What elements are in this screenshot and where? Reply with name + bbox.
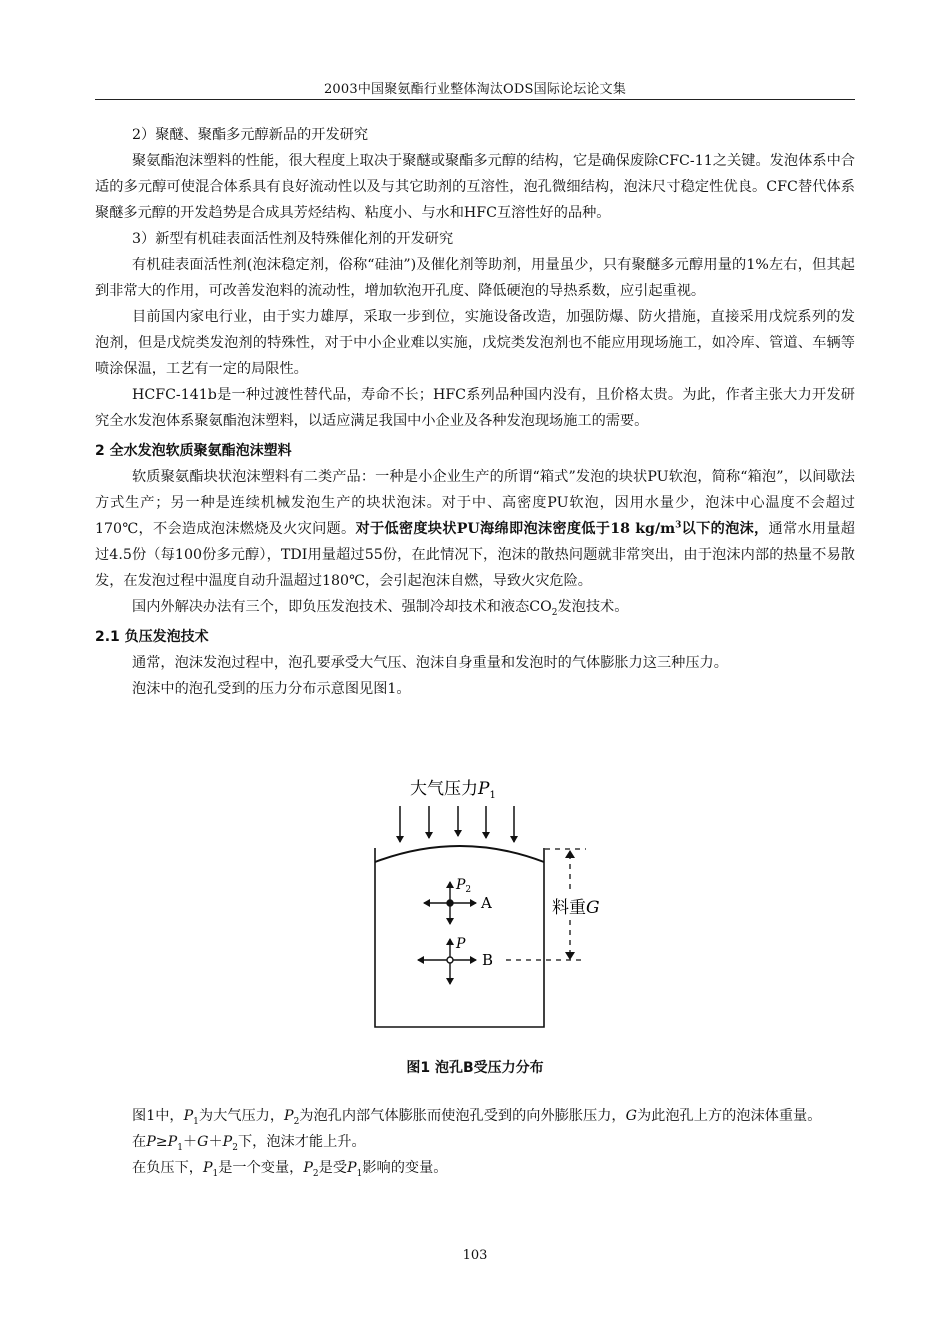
heat-text: 通常水用量超过4.5份（每100份多元醇），TDI用量超过55份，在此情况下，泡沫的散热问题就非常突出，由于泡沫内部的热量不易散发，在发泡过程中温度自动升温超过180℃，会引起泡沫自燃，导致火灾危险。 <box>95 521 855 589</box>
paragraph-silicone: 有机硅表面活性剂(泡沫稳定剂，俗称“硅油”)及催化剂等助剂，用量虽少，只有聚醚多元醇用量的1%左右，但其起到非常大的作用，可改善发泡料的流动性，增加软泡开孔度、降低硬泡的导热系数，应引起重视。 <box>95 257 855 299</box>
sym-op: ＋ <box>182 1134 198 1150</box>
running-header: 2003中国聚氨酯行业整体淘汰ODS国际论坛论文集 <box>323 82 627 97</box>
page-number: 103 <box>462 1248 488 1263</box>
sym-sub: 2 <box>293 1116 300 1127</box>
solutions-text-end: 发泡技术。 <box>557 599 629 615</box>
cell-a-dot <box>447 900 453 906</box>
sym-g: G <box>625 1108 637 1124</box>
paragraph-figure-ref: 泡沫中的泡孔受到的压力分布示意图见图1。 <box>132 681 411 697</box>
paragraph-solutions <box>95 594 855 620</box>
symbols-text: 为泡孔内部气体膨胀而使泡孔受到的向外膨胀压力， <box>299 1108 626 1124</box>
sym-sub: 1 <box>193 1116 199 1127</box>
symbols-text: 图1中， <box>132 1108 184 1124</box>
sym-p: P <box>183 1108 194 1124</box>
flexible-foam-text: 软质聚氨酯块状泡沫塑料有二类产品：一种是小企业生产的所谓“箱式”发泡的块状PU软泡，简称“箱泡”，以间歇法方式生产；另一种是连续机械发泡生产的块状泡沫。对于中、高密度PU软泡，因用水量少，泡沫中心温度不会超过170℃，不会造成泡沫燃烧及火灾问题。 <box>95 469 855 537</box>
neg-text: 在负压下， <box>132 1160 203 1176</box>
co2-subscript: 2 <box>551 607 558 618</box>
low-density-bold-text: 对于低密度块状PU海绵即泡沫密度低于18 kg/m <box>355 521 676 537</box>
section-heading-2: 2 全水发泡软质聚氨酯泡沫塑料 <box>95 443 292 459</box>
pressure-diagram-svg <box>368 772 608 1034</box>
cell-b <box>418 939 476 984</box>
sym-p: P <box>347 1160 357 1176</box>
condition-text: 下，泡沫才能上升。 <box>237 1134 366 1150</box>
sym-sub: 1 <box>212 1168 219 1179</box>
sym-p: P <box>222 1134 233 1150</box>
unit-superscript: 3 <box>675 520 682 531</box>
sym-p: P <box>303 1160 313 1176</box>
weight-label: 料重G <box>552 898 600 918</box>
figure-caption: 图1 泡孔B受压力分布 <box>406 1060 544 1076</box>
sym-sub: 2 <box>232 1142 238 1153</box>
label-a: A <box>481 894 492 912</box>
sym-p: P <box>146 1134 156 1150</box>
paragraph-symbols <box>95 1103 855 1129</box>
sym-sub: 1 <box>177 1142 183 1153</box>
neg-text: 是受 <box>318 1160 348 1176</box>
neg-text: 是一个变量， <box>218 1160 304 1176</box>
low-density-bold-end: 以下的泡沫， <box>681 521 769 537</box>
paragraph-polyol: 聚氨酯泡沫塑料的性能，很大程度上取决于聚醚或聚酯多元醇的结构，它是确保废除CFC-11之关键。发泡体系中合适的多元醇可使混合体系具有良好流动性以及与其它助剂的互溶性，泡孔微细结构，泡沫尺寸稳定性优良。CFC替代体系聚醚多元醇的开发趋势是合成具芳烃结构、粘度小、与水和HFC互溶性好的品种。 <box>95 153 855 221</box>
subheading-silicone: 3）新型有机硅表面活性剂及特殊催化剂的开发研究 <box>132 231 454 247</box>
atm-pressure-label: 大气压力$P_1$ <box>410 779 496 801</box>
subheading-polyol: 2）聚醚、聚酯多元醇新品的开发研究 <box>132 127 369 143</box>
sym-op: ＋ <box>208 1134 223 1150</box>
dim-arrow-down <box>565 952 575 960</box>
paragraph-condition <box>95 1129 855 1155</box>
symbols-text: 为大气压力， <box>198 1108 285 1124</box>
label-b: B <box>482 951 494 969</box>
section-heading-2-1: 2.1 负压发泡技术 <box>95 629 209 645</box>
condition-text: 在 <box>132 1134 147 1150</box>
low-density-bold <box>355 521 768 537</box>
atm-arrows <box>400 806 514 842</box>
paragraph-hcfc: HCFC-141b是一种过渡性替代品，寿命不长；HFC系列品种国内没有，且价格太贵。为此，作者主张大力开发研究全水发泡体系聚氨酯泡沫塑料，以适应满足我国中小企业及各种发泡现场施工的需要。 <box>95 387 855 429</box>
main-text <box>95 122 855 702</box>
neg-text: 影响的变量。 <box>362 1160 448 1176</box>
sym-op: ≥ <box>155 1134 168 1150</box>
foam-surface <box>375 846 544 862</box>
sym-p: P <box>284 1108 294 1124</box>
paragraph-negative-pressure <box>95 1155 855 1181</box>
pressure-diagram <box>368 772 608 1034</box>
main-text-continued <box>95 1103 855 1181</box>
sym-sub: 1 <box>356 1168 363 1179</box>
paragraph-pentane: 目前国内家电行业，由于实力雄厚，采取一步到位，实施设备改造，加强防爆、防火措施，直接采用戊烷系列的发泡剂，但是戊烷类发泡剂的特殊性，对于中小企业难以实施，戊烷类发泡剂也不能应用现场施工，如冷库、管道、车辆等喷涂保温，工艺有一定的局限性。 <box>95 309 855 377</box>
cell-b-dot <box>447 957 453 963</box>
p2-label: $P_2$ <box>456 877 472 895</box>
dim-arrow-up <box>565 850 575 858</box>
header-rule <box>95 99 855 100</box>
paragraph-flexible-foam <box>95 464 855 594</box>
solutions-text: 国内外解决办法有三个，即负压发泡技术、强制冷却技术和液态CO <box>132 599 552 615</box>
sym-p: P <box>202 1160 213 1176</box>
sym-g: G <box>197 1134 209 1150</box>
symbols-text: 为此泡孔上方的泡沫体重量。 <box>636 1108 822 1124</box>
sym-sub: 2 <box>312 1168 319 1179</box>
paragraph-pressures: 通常，泡沫发泡过程中，泡孔要承受大气压、泡沫自身重量和发泡时的气体膨胀力这三种压力。 <box>132 655 728 671</box>
p-label: P <box>456 936 466 952</box>
sym-p: P <box>167 1134 178 1150</box>
